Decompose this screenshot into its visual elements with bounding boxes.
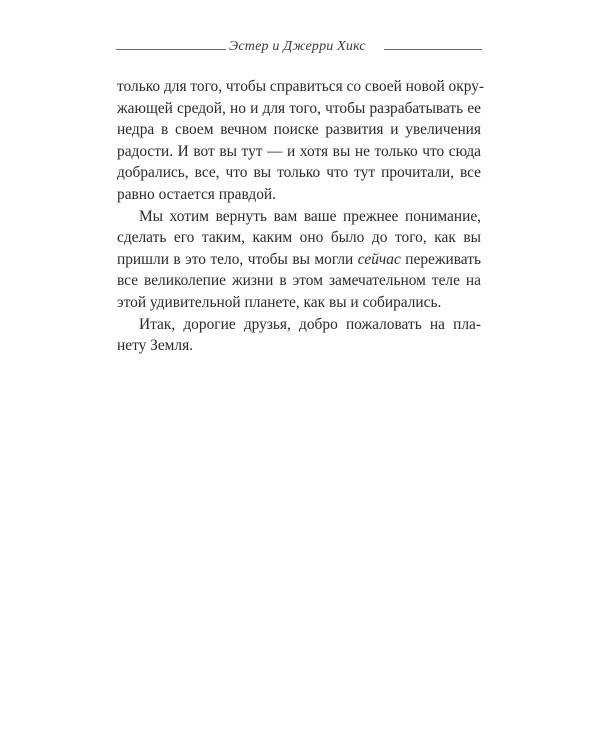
text-line-with-emphasis [117,249,481,271]
text-line: все великолепие жизни в этом замечательном теле на [117,272,481,290]
text-line: только для того, чтобы справиться со своей новой окру- [117,78,485,95]
header-rule-right [384,49,482,50]
text-segment: пришли в это тело, чтобы вы могли [117,250,358,268]
text-line: равно остается правдой. [117,185,276,203]
body-text [117,76,485,357]
running-title: Эстер и Джерри Хикс [229,39,366,54]
text-line: сделать его таким, каким оно было до того, как вы [117,229,481,247]
text-line: радости. И вот вы тут — и хотя вы не только что сюда [117,142,481,160]
running-header [116,38,482,58]
emphasized-word: сейчас [357,250,401,268]
text-line: Мы хотим вернуть вам ваше прежнее понимание, [139,207,481,225]
text-line: Итак, дорогие друзья, добро пожаловать на пла- [139,315,481,333]
text-line: нету Земля. [117,337,194,355]
text-line: добрались, все, что вы только что тут прочитали, все [117,164,481,182]
text-line: недра в своем вечном поиске развития и увеличения [117,121,481,139]
text-line: этой удивительной планете, как вы и собирались. [117,293,442,311]
header-rule-left [116,49,226,50]
text-segment: переживать [400,250,481,268]
text-line: жающей средой, но и для того, чтобы разрабатывать ее [117,99,481,117]
